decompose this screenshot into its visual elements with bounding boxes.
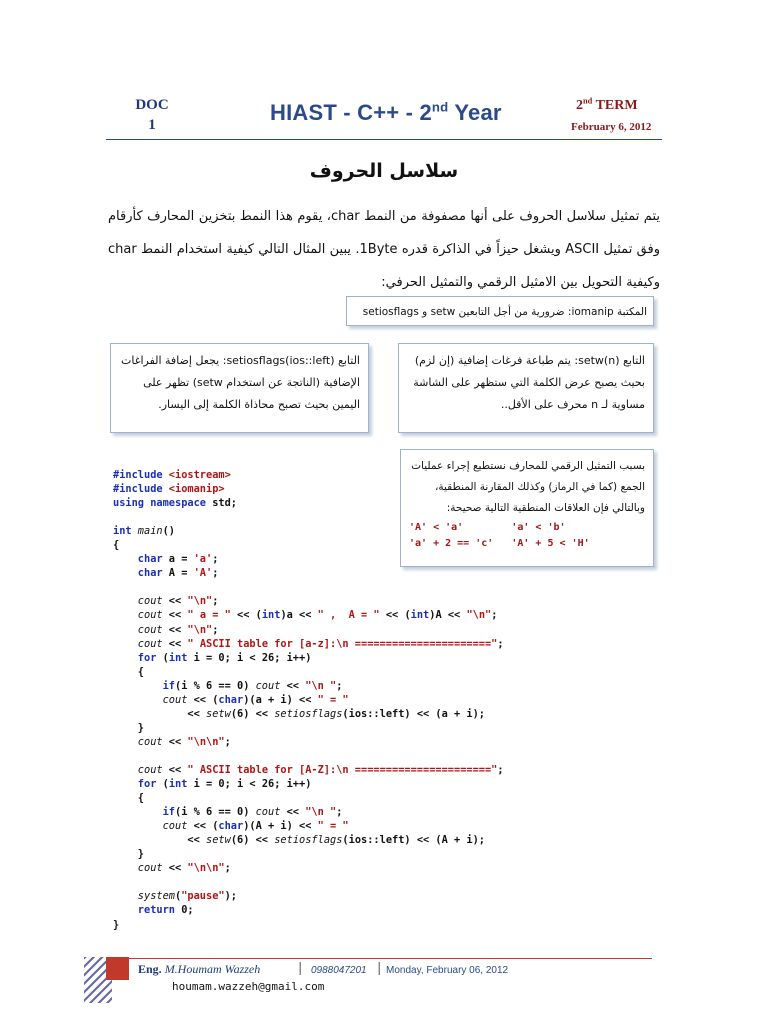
code-token: << (162, 637, 188, 650)
footer-divider (106, 958, 652, 959)
logic-note-text: بسبب التمثيل الرقمي للمحارف نستطيع إجراء عمليات الجمع (كما في الرماز) وكذلك المقارنة المنطقية، وبالتالي فإن العلاقات المنطقية التالية صحيحة: (411, 460, 645, 514)
code-token: i = 0; i < 26; i++) (187, 651, 312, 664)
footer-email: houmam.wazzeh@gmail.com (172, 980, 325, 993)
code-token: ; (497, 637, 504, 650)
code-token: "\n " (305, 679, 337, 692)
logic-relations-line1: 'A' < 'a' 'a' < 'b' (409, 522, 566, 533)
code-token: 0; (175, 904, 194, 917)
code-token: 'a' (193, 553, 213, 566)
code-token: ; (212, 567, 219, 580)
code-token: int (410, 609, 430, 622)
code-token: cout (255, 806, 281, 819)
code-token: cout (113, 637, 163, 650)
code-token: " = " (317, 693, 349, 706)
code-token: ( (156, 651, 169, 664)
code-token: << (162, 763, 188, 776)
code-token: ; (212, 623, 219, 636)
code-token: "\n " (305, 806, 337, 819)
code-token: A = (162, 567, 194, 580)
code-token: "\n\n" (187, 862, 225, 875)
code-token: cout (113, 735, 163, 748)
code-token: ; (212, 553, 219, 566)
code-token: << ( (187, 820, 219, 833)
library-note-box (346, 296, 654, 326)
code-token: cout (113, 862, 163, 875)
article-title: سلاسل الحروف (309, 160, 459, 182)
code-token: "\n\n" (187, 735, 225, 748)
code-token: for (113, 651, 157, 664)
code-token: << (113, 834, 206, 847)
code-token: )a << (280, 609, 318, 622)
code-token: )(a + i) << (243, 693, 318, 706)
code-token: (i % 6 == 0) (175, 679, 256, 692)
code-token: () (162, 525, 176, 538)
code-token: (6) << (230, 834, 275, 847)
code-token: ; (212, 595, 219, 608)
code-token: char (218, 693, 244, 706)
code-token: " , A = " (317, 609, 380, 622)
code-token: cout (113, 693, 188, 706)
code-token: " = " (317, 820, 349, 833)
code-token: ; (497, 763, 504, 776)
code-token: ); (224, 890, 238, 903)
code-token: )A << (429, 609, 467, 622)
code-token: { (113, 539, 120, 552)
code-token: ( (156, 778, 169, 791)
code-token: } (113, 721, 144, 734)
code-token: setw (206, 834, 231, 847)
code-token: "\n" (187, 623, 213, 636)
code-token: " ASCII table for [A-Z]:\n ======================" (187, 763, 498, 776)
code-token: a = (162, 553, 194, 566)
code-token: int (261, 609, 281, 622)
code-token: setiosflags (274, 834, 343, 847)
code-token: #include (113, 469, 169, 481)
code-token: char (218, 820, 244, 833)
code-token: cout (113, 820, 188, 833)
code-token: ; (491, 609, 498, 622)
code-token: (i % 6 == 0) (175, 806, 256, 819)
code-token: (6) << (230, 707, 275, 720)
code-token: ; (224, 735, 231, 748)
code-token: } (113, 848, 144, 861)
code-token: << (162, 862, 188, 875)
code-token: << ( (379, 609, 411, 622)
footer-separator: | (298, 961, 303, 976)
footer-red-square (106, 957, 129, 980)
code-token: << ( (230, 609, 262, 622)
footer-date: Monday, February 06, 2012 (386, 965, 509, 976)
code-token: "pause" (181, 890, 225, 903)
code-token: #include (113, 483, 169, 496)
setiosflags-note-box (110, 343, 369, 433)
footer-separator: | (377, 961, 382, 976)
page-title-sup: nd (431, 99, 449, 115)
term-sup: nd (583, 96, 593, 106)
code-token: << (162, 623, 188, 636)
code-token: using namespace (113, 497, 206, 510)
code-token: << (162, 735, 188, 748)
page-title-main: HIAST - C++ - 2 (270, 100, 432, 125)
code-token: (ios::left) << (A + i); (342, 834, 486, 847)
code-token: " ASCII table for [a-z]:\n ======================" (187, 637, 498, 650)
setw-note-box (398, 343, 654, 433)
code-token: return (113, 904, 175, 917)
code-token: setw (206, 707, 231, 720)
code-token: << (162, 609, 188, 622)
code-token: { (113, 665, 144, 678)
footer-phone: 0988047201 (311, 965, 367, 976)
doc-label-line2: 1 (148, 117, 156, 133)
footer-author-name: M.Houmam Wazzeh (161, 962, 261, 976)
code-token: int (168, 778, 188, 791)
code-token: cout (113, 763, 163, 776)
setw-note-text: التابع setw(n): يتم طباعة فرغات إضافية (إن لزم) بحيث يصبح عرض الكلمة التي ستظهر على الشاشة مساوية لـ n محرف على الأقل.. (413, 354, 645, 411)
code-token: 'A' (193, 567, 213, 580)
code-token: cout (113, 623, 163, 636)
header-date: February 6, 2012 (571, 121, 652, 133)
code-token: char (113, 553, 163, 566)
code-token: char (113, 567, 163, 580)
code-token: std; (206, 497, 237, 510)
code-token: <iostream> (168, 469, 231, 481)
code-token: << (280, 679, 306, 692)
code-token: int (168, 651, 188, 664)
code-token: int (113, 525, 132, 538)
page-title (270, 100, 502, 126)
setiosflags-note-text: التابع setiosflags(ios::left): يجعل إضافة الفراغات الإضافية (الناتجة عن استخدام setw) تظهر على اليمين بحيث تصبح محاذاة الكلمة إلى اليسار. (120, 354, 360, 411)
code-token: system (113, 890, 175, 903)
code-token: (ios::left) << (a + i); (342, 707, 486, 720)
code-token: if (113, 806, 175, 819)
doc-label (118, 95, 186, 135)
code-token: "\n" (466, 609, 492, 622)
code-token: << (113, 707, 206, 720)
code-token: << (162, 595, 188, 608)
footer-author (138, 962, 260, 977)
page-title-tail: Year (448, 100, 502, 125)
code-token: main (131, 525, 163, 538)
library-note-text: المكتبة iomanip: ضرورية من أجل التابعين setw و setiosflags (362, 306, 647, 318)
code-token: ; (224, 862, 231, 875)
code-token: << (280, 806, 306, 819)
code-token: ( (175, 890, 182, 903)
code-token: << ( (187, 693, 219, 706)
code-listing (113, 468, 504, 932)
code-token: ; (336, 679, 343, 692)
code-token: setiosflags (274, 707, 343, 720)
article-paragraph: يتم تمثيل سلاسل الحروف على أنها مصفوفة من النمط char، يقوم هذا النمط بتخزين المحارف كأرقام وفق تمثيل ASCII ويشغل حيزاً في الذاكرة قدره 1Byte. يبين المثال التالي كيفية استخدام النمط char وكيفية التحويل بين الامثيل الرقمي والتمثيل الحرفي: (108, 209, 660, 290)
code-token: for (113, 778, 157, 791)
header-divider (106, 139, 662, 140)
code-token: cout (255, 679, 281, 692)
code-token: ; (336, 806, 343, 819)
logic-relations-line2: 'a' + 2 == 'c' 'A' + 5 < 'H' (409, 538, 590, 549)
code-token: " a = " (187, 609, 231, 622)
term-num: 2 (576, 98, 583, 113)
term-label (576, 98, 638, 114)
code-token: i = 0; i < 26; i++) (187, 778, 312, 791)
code-token: )(A + i) << (243, 820, 318, 833)
code-token: cout (113, 595, 163, 608)
code-token: cout (113, 609, 163, 622)
footer-eng: Eng. (138, 962, 162, 976)
doc-label-line1: DOC (135, 97, 169, 113)
code-token: } (113, 918, 120, 931)
code-token: "\n" (187, 595, 213, 608)
code-token: if (113, 679, 175, 692)
code-token: <iomanip> (168, 483, 225, 496)
code-token: { (113, 792, 144, 805)
term-tail: TERM (592, 98, 638, 113)
